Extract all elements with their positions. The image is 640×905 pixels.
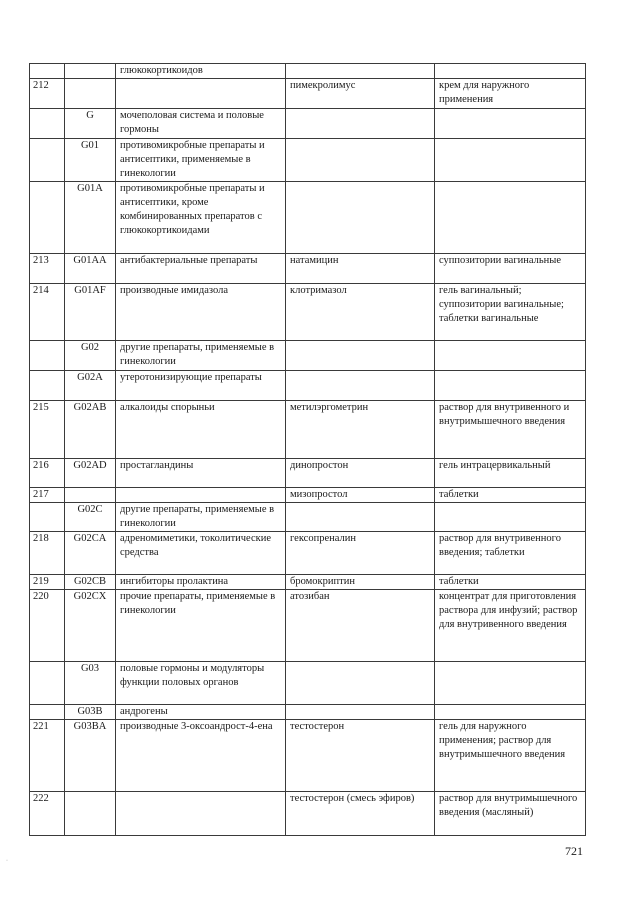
dosage-form: [435, 662, 586, 705]
dosage-form: [435, 109, 586, 139]
drug-name: мизопростол: [286, 488, 435, 503]
drug-name: тестостерон: [286, 720, 435, 792]
row-number: 212: [30, 79, 65, 109]
drug-name: клотримазол: [286, 284, 435, 341]
dosage-form: [435, 371, 586, 401]
row-number: [30, 503, 65, 532]
row-number: [30, 705, 65, 720]
anatomical-therapeutic-name: антибактериальные препараты: [116, 254, 286, 284]
drug-name: [286, 182, 435, 254]
anatomical-therapeutic-name: производные 3-оксоандрост-4-ена: [116, 720, 286, 792]
anatomical-therapeutic-name: [116, 79, 286, 109]
row-number: [30, 341, 65, 371]
drug-name: бромокриптин: [286, 575, 435, 590]
drug-name: [286, 705, 435, 720]
row-number: 219: [30, 575, 65, 590]
dosage-form: [435, 341, 586, 371]
table-row: [30, 341, 586, 371]
drug-name: атозибан: [286, 590, 435, 662]
dosage-form: раствор для внутривенного и внутримышечного введения: [435, 401, 586, 459]
table-row: [30, 503, 586, 532]
row-number: 216: [30, 459, 65, 488]
dosage-form: раствор для внутривенного введения; таблетки: [435, 532, 586, 575]
atc-code: [65, 79, 116, 109]
atc-code: G01A: [65, 182, 116, 254]
row-number: [30, 109, 65, 139]
drug-register-table: [29, 63, 586, 836]
table-row: [30, 371, 586, 401]
anatomical-therapeutic-name: мочеполовая система и половые гормоны: [116, 109, 286, 139]
anatomical-therapeutic-name: другие препараты, применяемые в гинекологии: [116, 503, 286, 532]
table-row: [30, 590, 586, 662]
atc-code: G02C: [65, 503, 116, 532]
dosage-form: гель для наружного применения; раствор для внутримышечного введения: [435, 720, 586, 792]
dosage-form: таблетки: [435, 488, 586, 503]
row-number: 220: [30, 590, 65, 662]
atc-code: G02CB: [65, 575, 116, 590]
atc-code: [65, 64, 116, 79]
anatomical-therapeutic-name: прочие препараты, применяемые в гинекологии: [116, 590, 286, 662]
row-number: [30, 371, 65, 401]
table-row: [30, 254, 586, 284]
drug-name: гексопреналин: [286, 532, 435, 575]
atc-code: G02AB: [65, 401, 116, 459]
drug-name: [286, 341, 435, 371]
atc-code: G03B: [65, 705, 116, 720]
row-number: [30, 182, 65, 254]
dosage-form: раствор для внутримышечного введения (масляный): [435, 792, 586, 836]
dosage-form: [435, 182, 586, 254]
table-row: [30, 532, 586, 575]
row-number: [30, 662, 65, 705]
table-row: [30, 792, 586, 836]
table-row: [30, 488, 586, 503]
table-row: [30, 284, 586, 341]
table-row: [30, 459, 586, 488]
anatomical-therapeutic-name: ингибиторы пролактина: [116, 575, 286, 590]
table-row: [30, 139, 586, 182]
anatomical-therapeutic-name: алкалоиды спорыньи: [116, 401, 286, 459]
dosage-form: [435, 503, 586, 532]
drug-name: динопростон: [286, 459, 435, 488]
dosage-form: гель вагинальный; суппозитории вагинальные; таблетки вагинальные: [435, 284, 586, 341]
margin-mark: ·: [6, 858, 8, 864]
atc-code: G02A: [65, 371, 116, 401]
table-row: [30, 79, 586, 109]
table-row: [30, 401, 586, 459]
anatomical-therapeutic-name: противомикробные препараты и антисептики, применяемые в гинекологии: [116, 139, 286, 182]
drug-name: [286, 371, 435, 401]
table-row: [30, 64, 586, 79]
drug-name: тестостерон (смесь эфиров): [286, 792, 435, 836]
anatomical-therapeutic-name: противомикробные препараты и антисептики, кроме комбинированных препаратов с глюкокортикоидами: [116, 182, 286, 254]
row-number: 217: [30, 488, 65, 503]
atc-code: G01: [65, 139, 116, 182]
anatomical-therapeutic-name: [116, 792, 286, 836]
table-row: [30, 575, 586, 590]
row-number: 214: [30, 284, 65, 341]
atc-code: [65, 488, 116, 503]
atc-code: [65, 792, 116, 836]
atc-code: G02: [65, 341, 116, 371]
row-number: 221: [30, 720, 65, 792]
table-row: [30, 662, 586, 705]
dosage-form: [435, 139, 586, 182]
anatomical-therapeutic-name: половые гормоны и модуляторы функции половых органов: [116, 662, 286, 705]
atc-code: G01AF: [65, 284, 116, 341]
table-row: [30, 705, 586, 720]
drug-name: [286, 503, 435, 532]
dosage-form: суппозитории вагинальные: [435, 254, 586, 284]
atc-code: G03: [65, 662, 116, 705]
anatomical-therapeutic-name: [116, 488, 286, 503]
anatomical-therapeutic-name: простагландины: [116, 459, 286, 488]
dosage-form: [435, 705, 586, 720]
dosage-form: концентрат для приготовления раствора для инфузий; раствор для внутривенного введения: [435, 590, 586, 662]
row-number: 215: [30, 401, 65, 459]
atc-code: G02AD: [65, 459, 116, 488]
drug-name: натамицин: [286, 254, 435, 284]
anatomical-therapeutic-name: производные имидазола: [116, 284, 286, 341]
row-number: [30, 64, 65, 79]
atc-code: G02CX: [65, 590, 116, 662]
drug-name: [286, 662, 435, 705]
drug-name: [286, 64, 435, 79]
drug-name: [286, 109, 435, 139]
atc-code: G02CA: [65, 532, 116, 575]
dosage-form: крем для наружного применения: [435, 79, 586, 109]
table-row: [30, 720, 586, 792]
table-row: [30, 182, 586, 254]
drug-name: метилэргометрин: [286, 401, 435, 459]
anatomical-therapeutic-name: глюкокортикоидов: [116, 64, 286, 79]
atc-code: G01AA: [65, 254, 116, 284]
atc-code: G: [65, 109, 116, 139]
page-number: 721: [565, 844, 583, 858]
drug-name: пимекролимус: [286, 79, 435, 109]
dosage-form: таблетки: [435, 575, 586, 590]
anatomical-therapeutic-name: утеротонизирующие препараты: [116, 371, 286, 401]
anatomical-therapeutic-name: андрогены: [116, 705, 286, 720]
drug-name: [286, 139, 435, 182]
row-number: [30, 139, 65, 182]
table-row: [30, 109, 586, 139]
anatomical-therapeutic-name: другие препараты, применяемые в гинекологии: [116, 341, 286, 371]
atc-code: G03BA: [65, 720, 116, 792]
dosage-form: гель интрацервикальный: [435, 459, 586, 488]
anatomical-therapeutic-name: адреномиметики, токолитические средства: [116, 532, 286, 575]
row-number: 222: [30, 792, 65, 836]
row-number: 218: [30, 532, 65, 575]
row-number: 213: [30, 254, 65, 284]
dosage-form: [435, 64, 586, 79]
